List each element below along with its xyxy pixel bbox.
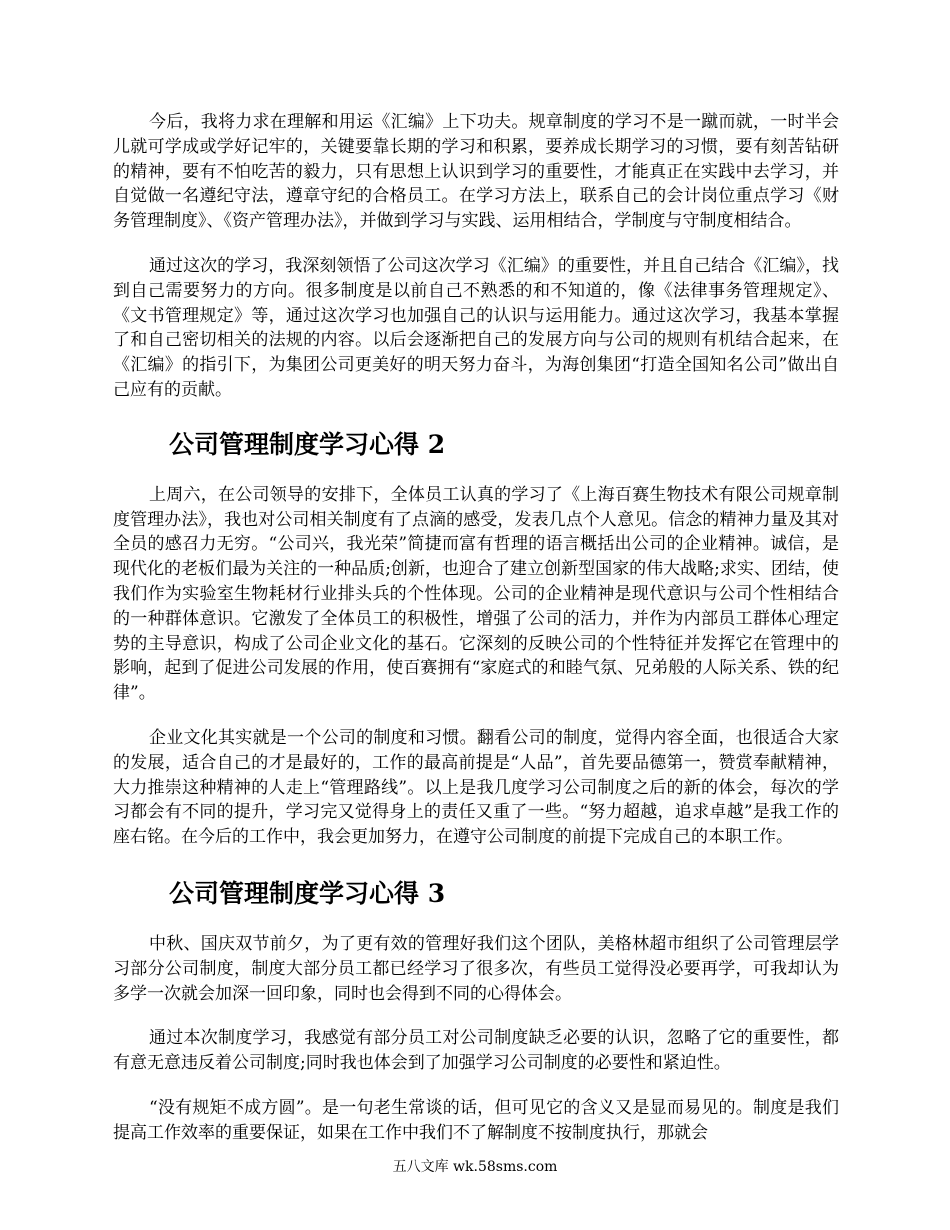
section-3-title: 公司管理制度学习心得 3 — [169, 878, 446, 908]
section-2-title: 公司管理制度学习心得 2 — [169, 429, 446, 459]
section-2-paragraph-1: 上周六，在公司领导的安排下，全体员工认真的学习了《上海百赛生物技术有限公司规章制度管理办法》，我也对公司相关制度有了点滴的感受，发表几点个人意见。信念的精神力量及其对全员的感召力无穷。“公司兴，我光荣”简捷而富有哲理的语言概括出公司的企业精神。诚信，是现代化的老板们最为关注的一种品质;创新，也迎合了建立创新型国家的伟大战略;求实、团结，使我们作为实验室生物耗材行业排头兵的个性体现。公司的企业精神是现代意识与公司个性相结合的一种群体意识。它激发了全体员工的积极性，增强了公司的活力，并作为内部员工群体心理定势的主导意识，构成了公司企业文化的基石。它深刻的反映公司的个性特征并发挥它在管理中的影响，起到了促进公司发展的作用，使百赛拥有“家庭式的和睦气氛、兄弟般的人际关系、铁的纪律”。 — [113, 484, 839, 704]
section-3-paragraph-3: “没有规矩不成方圆”。是一句老生常谈的话，但可见它的含义又是显而易见的。制度是我们提高工作效率的重要保证，如果在工作中我们不了解制度不按制度执行，那就会 — [113, 1097, 839, 1143]
intro-paragraph-2: 通过这次的学习，我深刻领悟了公司这次学习《汇编》的重要性，并且自己结合《汇编》，找到自己需要努力的方向。很多制度是以前自己不熟悉的和不知道的，像《法律事务管理规定》、《文书管理规定》等，通过这次学习也加强自己的认识与运用能力。通过这次学习，我基本掌握了和自己密切相关的法规的内容。以后会逐渐把自己的发展方向与公司的规则有机结合起来，在《汇编》的指引下，为集团公司更美好的明天努力奋斗，为海创集团“打造全国知名公司”做出自己应有的贡献。 — [113, 255, 839, 400]
section-3-paragraph-2: 通过本次制度学习，我感觉有部分员工对公司制度缺乏必要的认识，忽略了它的重要性，都有意无意违反着公司制度;同时我也体会到了加强学习公司制度的必要性和紧迫性。 — [113, 1028, 839, 1074]
section-2-paragraph-2: 企业文化其实就是一个公司的制度和习惯。翻看公司的制度，觉得内容全面，也很适合大家的发展，适合自己的才是最好的，工作的最高前提是“人品”，首先要品德第一，赞赏奉献精神，大力推崇这种精神的人走上“管理路线”。以上是我几度学习公司制度之后的新的体会，每次的学习都会有不同的提升，学习完又觉得身上的责任又重了一些。“努力超越，追求卓越”是我工作的座右铭。在今后的工作中，我会更加努力，在遵守公司制度的前提下完成自己的本职工作。 — [113, 727, 839, 848]
document-body — [113, 110, 839, 1146]
page-footer: 五八文库 wk.58sms.com — [392, 1159, 558, 1175]
section-3-paragraph-1: 中秋、国庆双节前夕，为了更有效的管理好我们这个团队，美格林超市组织了公司管理层学习部分公司制度，制度大部分员工都已经学习了很多次，有些员工觉得没必要再学，可我却认为多学一次就会加深一回印象，同时也会得到不同的心得体会。 — [113, 933, 839, 1004]
intro-paragraph-1: 今后，我将力求在理解和用运《汇编》上下功夫。规章制度的学习不是一蹴而就，一时半会儿就可学成或学好记牢的，关键要靠长期的学习和积累，要养成长期学习的习惯，要有刻苦钻研的精神，要有不怕吃苦的毅力，只有思想上认识到学习的重要性，才能真正在实践中去学习，并自觉做一名遵纪守法，遵章守纪的合格员工。在学习方法上，联系自己的会计岗位重点学习《财务管理制度》、《资产管理办法》，并做到学习与实践、运用相结合，学制度与守制度相结合。 — [113, 112, 839, 232]
